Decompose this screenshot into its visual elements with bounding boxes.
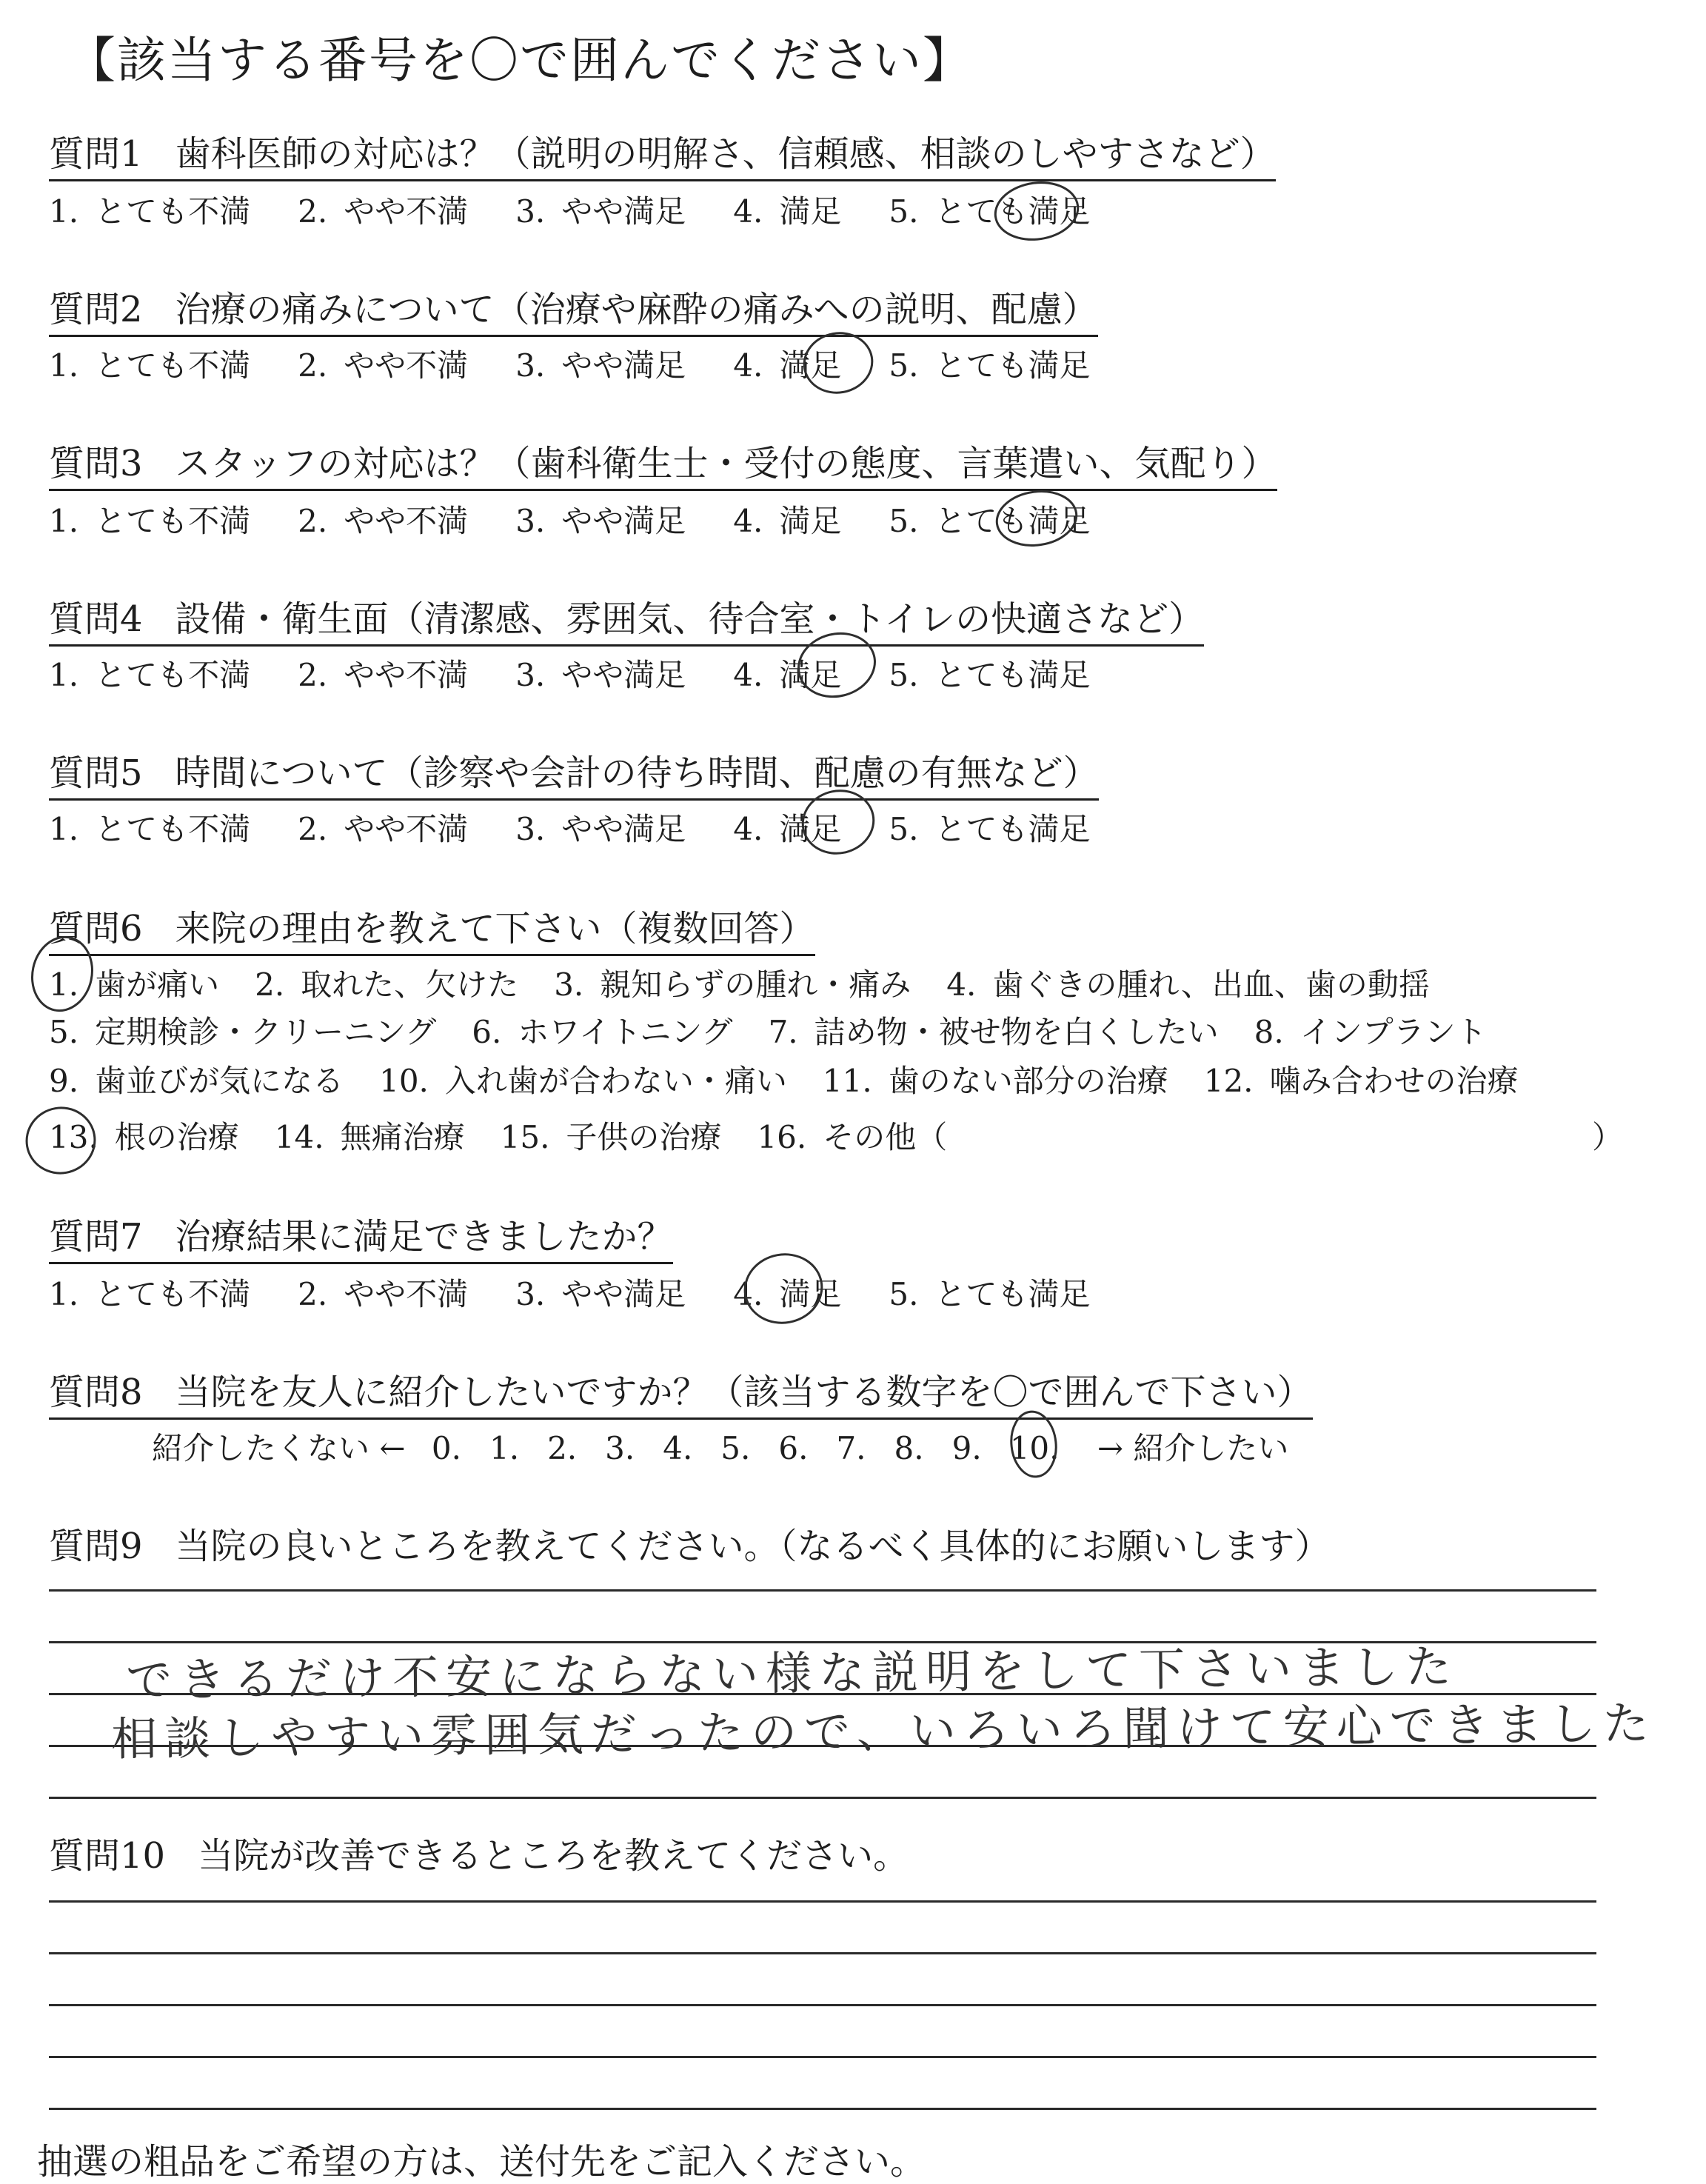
footer-note: 抽選の粗品をご希望の方は、送付先をご記入ください。 (37, 2141, 926, 2183)
q7-option-3[interactable]: 3. やや満足 (515, 1276, 686, 1312)
q6-row-1 (49, 964, 1465, 1006)
question-4-options (49, 655, 1137, 696)
q3-option-4[interactable]: 4. 満足 (733, 503, 842, 539)
q8-left-label: 紹介したくない ← (152, 1430, 406, 1466)
q10-writing-line[interactable] (49, 2108, 1596, 2110)
q4-option-4[interactable]: 4. 満足 (733, 657, 842, 693)
q8-scale (152, 1428, 1305, 1469)
q6-option-5[interactable]: 5. 定期検診・クリーニング (49, 1014, 437, 1050)
question-4-label: 質問4 (49, 598, 143, 640)
q7-option-4[interactable]: 4. 満足 (733, 1276, 842, 1312)
q4-option-1[interactable]: 1. とても不満 (49, 657, 251, 693)
form-header: 【該当する番号を〇で囲んでください】 (67, 32, 973, 89)
question-3-title (49, 441, 1277, 491)
q10-writing-line[interactable] (49, 2004, 1596, 2006)
question-4-title (49, 597, 1204, 647)
q1-option-4[interactable]: 4. 満足 (733, 193, 842, 230)
q6-option-15[interactable]: 15. 子供の治療 (500, 1119, 722, 1155)
q3-option-2[interactable]: 2. やや不満 (298, 503, 469, 539)
q7-option-2[interactable]: 2. やや不満 (298, 1276, 469, 1312)
q6-option-6[interactable]: 6. ホワイトニング (472, 1014, 733, 1050)
q10-writing-line[interactable] (49, 2056, 1596, 2058)
q4-option-5[interactable]: 5. とても満足 (889, 657, 1091, 693)
q5-option-2[interactable]: 2. やや不満 (298, 811, 469, 847)
question-2-title (49, 287, 1098, 337)
q10-writing-line[interactable] (49, 1900, 1596, 1903)
question-9-text: 当院の良いところを教えてください。（なるべく具体的にお願いします） (175, 1526, 1331, 1567)
q7-option-1[interactable]: 1. とても不満 (49, 1276, 251, 1312)
question-10-label: 質問10 (49, 1835, 166, 1877)
question-6-label: 質問6 (49, 908, 143, 949)
q1-option-5[interactable]: 5. とても満足 (889, 193, 1091, 230)
question-8-label: 質問8 (49, 1372, 143, 1413)
q9-handwritten-answer-2: 相談しやすい雰囲気だったので、いろいろ聞けて安心できました (110, 1696, 1657, 1766)
q8-score-3[interactable]: 3. (605, 1430, 635, 1466)
q9-writing-line[interactable] (49, 1797, 1596, 1799)
q8-score-7[interactable]: 7. (836, 1430, 866, 1466)
q10-writing-line[interactable] (49, 1952, 1596, 1954)
question-5-options (49, 809, 1137, 850)
q8-score-10[interactable]: 10. (1009, 1430, 1060, 1466)
q5-option-1[interactable]: 1. とても不満 (49, 811, 251, 847)
q9-handwritten-answer-1: できるだけ不安にならない様な説明をして下さいました (125, 1639, 1459, 1708)
q3-option-5[interactable]: 5. とても満足 (889, 503, 1091, 539)
question-5-text: 時間について（診察や会計の待ち時間、配慮の有無など） (175, 752, 1099, 794)
question-6-title (49, 906, 815, 956)
question-7-text: 治療結果に満足できましたか？ (175, 1216, 673, 1258)
question-1-text: 歯科医師の対応は？（説明の明解さ、信頼感、相談のしやすさなど） (175, 133, 1276, 175)
q3-option-1[interactable]: 1. とても不満 (49, 503, 251, 539)
q4-option-3[interactable]: 3. やや満足 (515, 657, 686, 693)
question-10-title (49, 1834, 909, 1881)
q6-option-1[interactable]: 1. 歯が痛い (49, 966, 220, 1003)
q6-option-8[interactable]: 8. インプラント (1254, 1014, 1487, 1050)
q8-score-5[interactable]: 5. (720, 1430, 751, 1466)
question-2-options (49, 345, 1137, 387)
q6-option-2[interactable]: 2. 取れた、欠けた (255, 966, 519, 1003)
question-7-title (49, 1215, 673, 1264)
question-3-label: 質問3 (49, 443, 143, 484)
question-2-text: 治療の痛みについて（治療や麻酔の痛みへの説明、配慮） (175, 289, 1098, 330)
q2-option-3[interactable]: 3. やや満足 (515, 347, 686, 384)
question-3-options (49, 501, 1137, 542)
q8-score-1[interactable]: 1. (489, 1430, 520, 1466)
q6-other-close-paren: ） (1592, 1119, 1624, 1155)
q8-score-8[interactable]: 8. (894, 1430, 924, 1466)
q2-option-1[interactable]: 1. とても不満 (49, 347, 251, 384)
question-10-text: 当院が改善できるところを教えてください。 (198, 1835, 909, 1877)
question-1-label: 質問1 (49, 133, 143, 175)
q8-score-4[interactable]: 4. (663, 1430, 693, 1466)
q5-option-3[interactable]: 3. やや満足 (515, 811, 686, 847)
question-7-options (49, 1274, 1137, 1315)
q6-option-16[interactable]: 16. その他（ (757, 1119, 948, 1155)
q6-option-7[interactable]: 7. 詰め物・被せ物を白くしたい (768, 1014, 1219, 1050)
question-7-label: 質問7 (49, 1216, 143, 1258)
question-5-label: 質問5 (49, 752, 143, 794)
q8-right-label: → 紹介したい (1097, 1430, 1289, 1466)
q1-option-3[interactable]: 3. やや満足 (515, 193, 686, 230)
q5-option-4[interactable]: 4. 満足 (733, 811, 842, 847)
q8-score-6[interactable]: 6. (778, 1430, 809, 1466)
q1-option-1[interactable]: 1. とても不満 (49, 193, 251, 230)
q6-option-10[interactable]: 10. 入れ歯が合わない・痛い (379, 1063, 787, 1099)
q8-score-2[interactable]: 2. (547, 1430, 578, 1466)
question-9-title (49, 1524, 1331, 1572)
question-8-title (49, 1370, 1313, 1420)
q6-option-14[interactable]: 14. 無痛治療 (274, 1119, 465, 1155)
q4-option-2[interactable]: 2. やや不満 (298, 657, 469, 693)
q6-option-11[interactable]: 11. 歯のない部分の治療 (822, 1063, 1168, 1099)
question-3-text: スタッフの対応は？（歯科衛生士・受付の態度、言葉遣い、気配り） (175, 443, 1277, 484)
q2-option-2[interactable]: 2. やや不満 (298, 347, 469, 384)
q6-option-3[interactable]: 3. 親知らずの腫れ・痛み (554, 966, 911, 1003)
q8-score-9[interactable]: 9. (951, 1430, 982, 1466)
q2-option-5[interactable]: 5. とても満足 (889, 347, 1091, 384)
q5-option-5[interactable]: 5. とても満足 (889, 811, 1091, 847)
q2-option-4[interactable]: 4. 満足 (733, 347, 842, 384)
question-1-options (49, 191, 1137, 233)
question-5-title (49, 751, 1099, 801)
q6-option-12[interactable]: 12. 噛み合わせの治療 (1203, 1063, 1519, 1099)
q6-option-9[interactable]: 9. 歯並びが気になる (49, 1063, 344, 1099)
question-8-text: 当院を友人に紹介したいですか？（該当する数字を〇で囲んで下さい） (175, 1372, 1313, 1413)
q9-writing-line[interactable] (49, 1589, 1596, 1592)
q8-score-0[interactable]: 0. (431, 1430, 461, 1466)
q6-row-3 (49, 1061, 1554, 1102)
question-4-text: 設備・衛生面（清潔感、雰囲気、待合室・トイレの快適さなど） (175, 598, 1205, 640)
q6-row-2 (49, 1012, 1522, 1053)
q3-option-3[interactable]: 3. やや満足 (515, 503, 686, 539)
q1-option-2[interactable]: 2. やや不満 (298, 193, 469, 230)
q6-option-13[interactable]: 13. 根の治療 (49, 1119, 239, 1155)
q6-row-4 (49, 1117, 983, 1158)
question-2-label: 質問2 (49, 289, 143, 330)
question-9-label: 質問9 (49, 1526, 143, 1567)
question-6-text: 来院の理由を教えて下さい（複数回答） (175, 908, 815, 949)
q6-option-4[interactable]: 4. 歯ぐきの腫れ、出血、歯の動揺 (946, 966, 1430, 1003)
q7-option-5[interactable]: 5. とても満足 (889, 1276, 1091, 1312)
question-1-title (49, 132, 1276, 181)
